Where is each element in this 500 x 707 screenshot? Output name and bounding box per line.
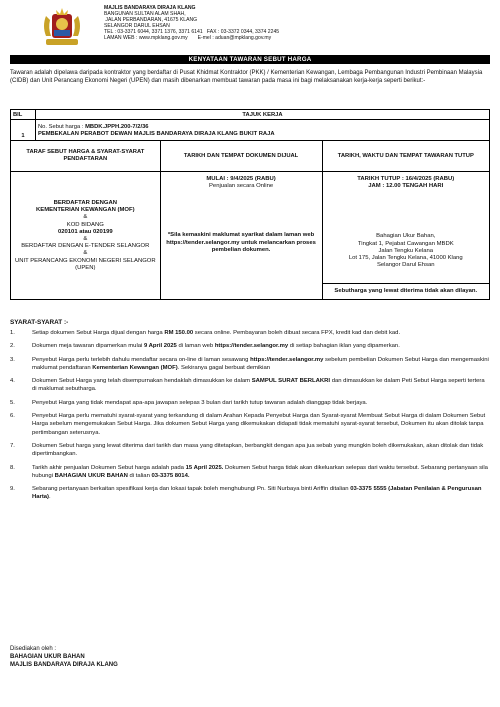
list-item xyxy=(10,442,490,459)
letterhead xyxy=(104,5,434,42)
item-emphasis: 9 April 2025 xyxy=(143,343,177,350)
reg-line: BERDAFTAR DENGAN xyxy=(53,200,117,206)
signoff-label: Disediakan oleh : xyxy=(10,646,57,652)
address-line: Bahagian Ukur Bahan, xyxy=(376,233,436,240)
col-bil-header: BIL xyxy=(11,110,36,120)
signoff xyxy=(10,645,118,669)
list-item xyxy=(10,329,490,337)
reg-code: 020101 atau 020199 xyxy=(57,228,113,235)
item-text-part: di setiap bahagian iklan yang dipamerkan. xyxy=(288,343,400,350)
item-text-part: Dokumen meja tawaran dipamerkan mulai xyxy=(32,343,144,350)
list-item xyxy=(10,412,490,437)
item-number: 4. xyxy=(10,378,15,385)
item-text-part: Penyebut Harga yang tidak mendapat apa-apa jawapan selepas 3 bulan dari tarikh tutup tawaran adalah dianggap tidak berjaya. xyxy=(32,399,368,406)
signoff-dept: BAHAGIAN UKUR BAHAN xyxy=(10,654,85,660)
list-item xyxy=(10,342,490,350)
item-text-part: secara online. Pembayaran boleh dibuat secara FPX, kredit kad dan debit kad. xyxy=(193,330,401,336)
item-text-part: Setiap dokumen Sebut Harga dijual dengan harga xyxy=(32,330,165,336)
item-text xyxy=(32,442,490,459)
item-text xyxy=(32,399,490,407)
registration-cell xyxy=(11,172,161,300)
document-sale-cell xyxy=(160,172,322,300)
header-closing: TARIKH, WAKTU DAN TEMPAT TAWARAN TUTUP xyxy=(322,141,489,172)
reg-amp: & xyxy=(83,250,88,257)
cell-divider xyxy=(323,283,489,284)
reg-line: KOD BIDANG xyxy=(66,221,104,228)
address-line: SELANGOR DARUL EHSAN xyxy=(104,23,170,30)
item-number: 1. xyxy=(10,330,15,336)
item-emphasis: 03-3375 5555 (Jabatan Penilaian & Pengurusan Harta) xyxy=(32,486,484,501)
conditions-list xyxy=(10,329,490,507)
address-line: BANGUNAN SULTAN ALAM SHAH, xyxy=(104,11,186,18)
contact-line: TEL : 03-3371 6044, 3371 1376, 3371 6141 FAX : 03-3372 0344, 3374 2245 xyxy=(104,29,280,36)
reg-amp: & xyxy=(83,214,88,221)
item-text xyxy=(32,464,490,481)
ref-number: MBDK.JPPH.200-7/2/36 xyxy=(85,124,149,130)
web-email-line: LAMAN WEB : www.mpklang.gov.my E-mel : aduan@mpklang.gov.my xyxy=(104,35,272,42)
item-text xyxy=(32,377,490,394)
tender-details-table xyxy=(10,140,490,300)
item-text xyxy=(32,329,490,337)
address-line: Jalan Tengku Kelana xyxy=(378,247,434,254)
list-item xyxy=(10,464,490,481)
reg-line: KEMENTERIAN KEWANGAN (MOF) xyxy=(36,207,135,214)
item-text-part: Dokumen Sebut harga yang lewat diterima dari tarikh dan masa yang ditetapkan, berbangkit dengan apa jua sebab yang mungkin boleh dikemukakan, akan ditolak dan tidak dipertimbangkan. xyxy=(32,442,485,458)
closing-cell xyxy=(322,172,489,300)
item-number: 7. xyxy=(10,442,15,449)
item-text-part: Penyebut Harga perlu mematuhi syarat-syarat yang terkandung di dalam Arahan Kepada Penyebut Harga dan Syarat-syarat Membuat Sebut Harga di dalam Dokumen Sebut Harga sebelum mengemukakan Sebut Harga. Jika dokumen Sebut Harga yang dikemukakan didapati tidak mematuhi syarat-syarat tersebut, Dokumen itu akan ditolak tanpa pertimbangan seterusnya. xyxy=(32,413,487,436)
item-emphasis: 15 April 2025. xyxy=(185,464,224,471)
item-text xyxy=(32,356,490,373)
item-emphasis: Kementerian Kewangan (MOF) xyxy=(92,364,178,371)
closing-address xyxy=(323,233,489,269)
list-item xyxy=(10,485,490,502)
item-text xyxy=(32,342,490,350)
item-text-part: di laman web xyxy=(176,343,215,350)
item-text xyxy=(32,485,490,502)
item-text xyxy=(32,412,490,437)
work-title-table xyxy=(10,109,490,142)
item-emphasis: https://tender.selangor.my xyxy=(250,356,324,363)
work-title: PEMBEKALAN PERABOT DEWAN MAJLIS BANDARAYA DIRAJA KLANG BUKIT RAJA xyxy=(38,130,275,137)
conditions-heading: SYARAT-SYARAT :- xyxy=(10,319,69,326)
item-emphasis: BAHAGIAN UKUR BAHAN xyxy=(54,472,128,479)
item-emphasis: RM 150.00 xyxy=(164,330,194,336)
closing-date: TARIKH TUTUP : 16/4/2025 (RABU) xyxy=(357,176,455,182)
header-registration: TARAF SEBUT HARGA & SYARAT-SYARAT PENDAFTARAN xyxy=(11,141,161,172)
reg-line: UNIT PERANCANG EKONOMI NEGERI SELANGOR (UPEN) xyxy=(14,257,156,271)
col-tajuk-header: TAJUK KERJA xyxy=(36,110,490,120)
item-text-part: Penyebut Harga perlu terlebih dahulu mendaftar secara on-line di laman sesawang xyxy=(32,356,251,363)
address-line: Lot 175, Jalan Tengku Kelana, 41000 Klang xyxy=(348,255,463,262)
item-text-part: di talian xyxy=(127,472,152,479)
list-item xyxy=(10,399,490,407)
sale-method: Penjualan secara Online xyxy=(208,183,274,190)
signoff-org: MAJLIS BANDARAYA DIRAJA KLANG xyxy=(10,662,118,668)
majlis-crest-icon xyxy=(38,6,86,50)
item-number: 8. xyxy=(10,464,15,471)
item-text-part: sebelum pembelian Dokumen Sebut Harga dan mengemaskini maklumat pendaftaran xyxy=(32,356,491,371)
row-number: 1 xyxy=(11,120,36,142)
item-text-part: Sebarang pertanyaan berkaitan spesifikasi kerja dan lokasi tapak boleh menghubungi Pn. Siti Nurbaya binti Ariffin ditalian xyxy=(32,486,351,493)
item-text-part: dan dimasukkan ke dalam Peti Sebut Harga seperti tertera di maklumat sebutharga. xyxy=(32,378,487,393)
item-text-part: Tarikh akhir penjualan Dokumen Sebut harga adalah pada xyxy=(32,464,186,471)
item-text-part: . Sekiranya gagal berbuat demikian xyxy=(177,364,271,371)
ref-label: No. Sebut harga : xyxy=(38,124,86,130)
reg-amp: & xyxy=(83,236,88,243)
table-row xyxy=(11,120,490,142)
item-text-part: Dokumen Sebut harga tidak akan dikeluarkan selepas dari waktu tersebut. Sebarang pertanyaan sila hubungi xyxy=(32,464,490,479)
item-number: 5. xyxy=(10,399,15,406)
item-emphasis: SAMPUL SURAT BERLAKRI xyxy=(251,378,331,385)
work-title-cell xyxy=(36,120,490,142)
address-line: Tingkat 1, Pejabat Cawangan MBDK xyxy=(357,240,454,247)
org-name: MAJLIS BANDARAYA DIRAJA KLANG xyxy=(104,5,196,11)
item-number: 3. xyxy=(10,356,15,363)
item-number: 6. xyxy=(10,413,15,420)
list-item xyxy=(10,356,490,373)
item-text-part: . xyxy=(49,494,51,501)
sale-note: *Sila kemaskini maklumat syarikat dalam laman web https://tender.selangor.my untuk melancarkan proses pembelian dokumen. xyxy=(166,232,316,253)
item-emphasis: https://tender.selangor.my xyxy=(214,343,289,350)
item-emphasis: 03-3375 8014. xyxy=(151,472,190,479)
header-document-sale: TARIKH DAN TEMPAT DOKUMEN DIJUAL xyxy=(160,141,322,172)
intro-paragraph: Tawaran adalah dipelawa daripada kontraktor yang berdaftar di Pusat Khidmat Kontraktor (PKK) / Kementerian Kewangan, Lembaga Pembangunan Industri Pembinaan Malaysia (CIDB) dan Unit Perancang Ekonomi Negeri (UPEN) dan masih dibenarkan membuat tawaran pada masa ini bagi melaksanakan kerja-kerja seperti berikut:- xyxy=(10,70,483,85)
list-item xyxy=(10,377,490,394)
late-notice: Sebutharga yang lewat diterima tidak akan dilayan. xyxy=(334,288,478,295)
address-line: Selangor Darul Ehsan xyxy=(376,262,435,269)
notice-title: KENYATAAN TAWARAN SEBUT HARGA xyxy=(10,55,490,64)
closing-time: JAM : 12.00 TENGAH HARI xyxy=(368,183,444,190)
reg-line: BERDAFTAR DENGAN E-TENDER SELANGOR xyxy=(21,243,150,250)
address-line: JALAN PERBANDARAN, 41675 KLANG xyxy=(104,17,198,24)
item-number: 2. xyxy=(10,343,15,350)
sale-start-date: MULAI : 9/4/2025 (RABU) xyxy=(206,176,276,182)
table-row xyxy=(11,172,490,300)
item-number: 9. xyxy=(10,486,15,493)
item-text-part: Dokumen Sebut Harga yang telah disempurnakan hendaklah dimasukkan ke dalam xyxy=(32,378,252,385)
